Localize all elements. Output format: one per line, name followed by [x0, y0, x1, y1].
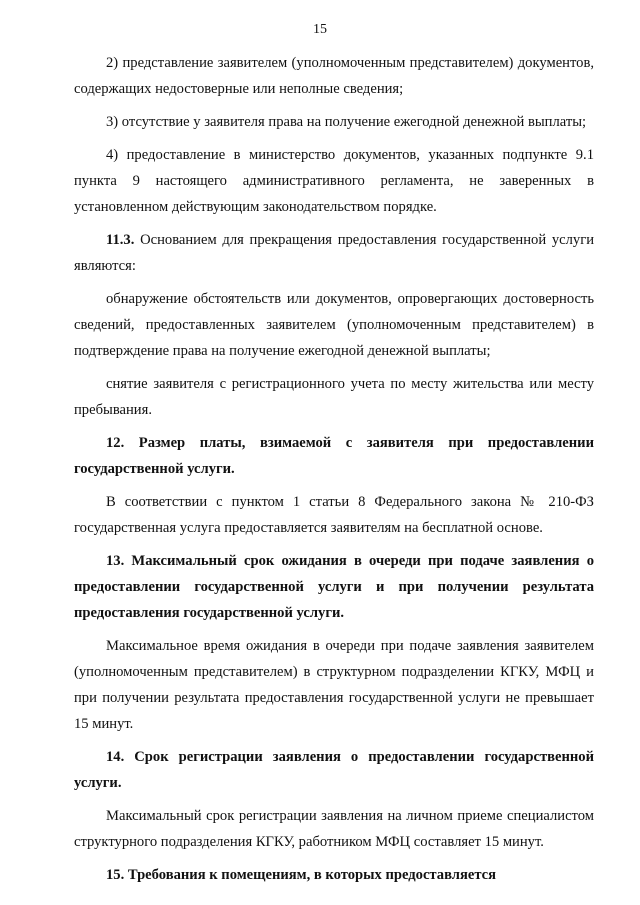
clause-number: 11.3.	[106, 232, 135, 248]
list-item-3	[74, 109, 594, 135]
paragraph-text: 2) представление заявителем (уполномоченным представителем) документов, содержащих недостоверные или неполные сведения;	[74, 55, 594, 97]
section-heading-13	[74, 548, 594, 626]
list-item-4	[74, 142, 594, 220]
document-body	[74, 50, 594, 888]
paragraph-text: 3) отсутствие у заявителя права на получение ежегодной денежной выплаты;	[106, 114, 587, 130]
list-item-2	[74, 50, 594, 102]
paragraph	[74, 371, 594, 423]
paragraph-text: Максимальное время ожидания в очереди при подаче заявления заявителем (уполномоченным представителем) в структурном подразделении КГКУ, МФЦ и при получении результата предоставления государственной услуги не превышает 15 минут.	[74, 638, 594, 732]
section-heading-15	[74, 862, 594, 888]
paragraph	[74, 286, 594, 364]
paragraph-text: снятие заявителя с регистрационного учета по месту жительства или месту пребывания.	[74, 376, 594, 418]
paragraph	[74, 803, 594, 855]
paragraph-text: Основанием для прекращения предоставления государственной услуги являются:	[74, 232, 594, 274]
heading-text: 14. Срок регистрации заявления о предоставлении государственной услуги.	[74, 749, 594, 791]
heading-text: 12. Размер платы, взимаемой с заявителя при предоставлении государственной услуги.	[74, 435, 594, 477]
page-number: 15	[313, 22, 327, 37]
paragraph-text: В соответствии с пунктом 1 статьи 8 Федерального закона № 210-ФЗ государственная услуга предоставляется заявителям на бесплатной основе.	[74, 494, 594, 536]
paragraph	[74, 489, 594, 541]
paragraph	[74, 633, 594, 737]
heading-text: 15. Требования к помещениям, в которых предоставляется	[106, 867, 497, 883]
paragraph-text: Максимальный срок регистрации заявления на личном приеме специалистом структурного подразделения КГКУ, работником МФЦ составляет 15 минут.	[74, 808, 594, 850]
clause-11-3	[74, 227, 594, 279]
heading-text: 13. Максимальный срок ожидания в очереди при подаче заявления о предоставлении государственной услуги и при получении результата предоставления государственной услуги.	[74, 553, 594, 621]
section-heading-14	[74, 744, 594, 796]
paragraph-text: обнаружение обстоятельств или документов, опровергающих достоверность сведений, предоставленных заявителем (уполномоченным представителем) в подтверждение права на получение ежегодной денежной выплаты;	[74, 291, 594, 359]
paragraph-text: 4) предоставление в министерство документов, указанных подпункте 9.1 пункта 9 настоящего административного регламента, не заверенных в установленном действующим законодательством порядке.	[74, 147, 594, 215]
section-heading-12	[74, 430, 594, 482]
